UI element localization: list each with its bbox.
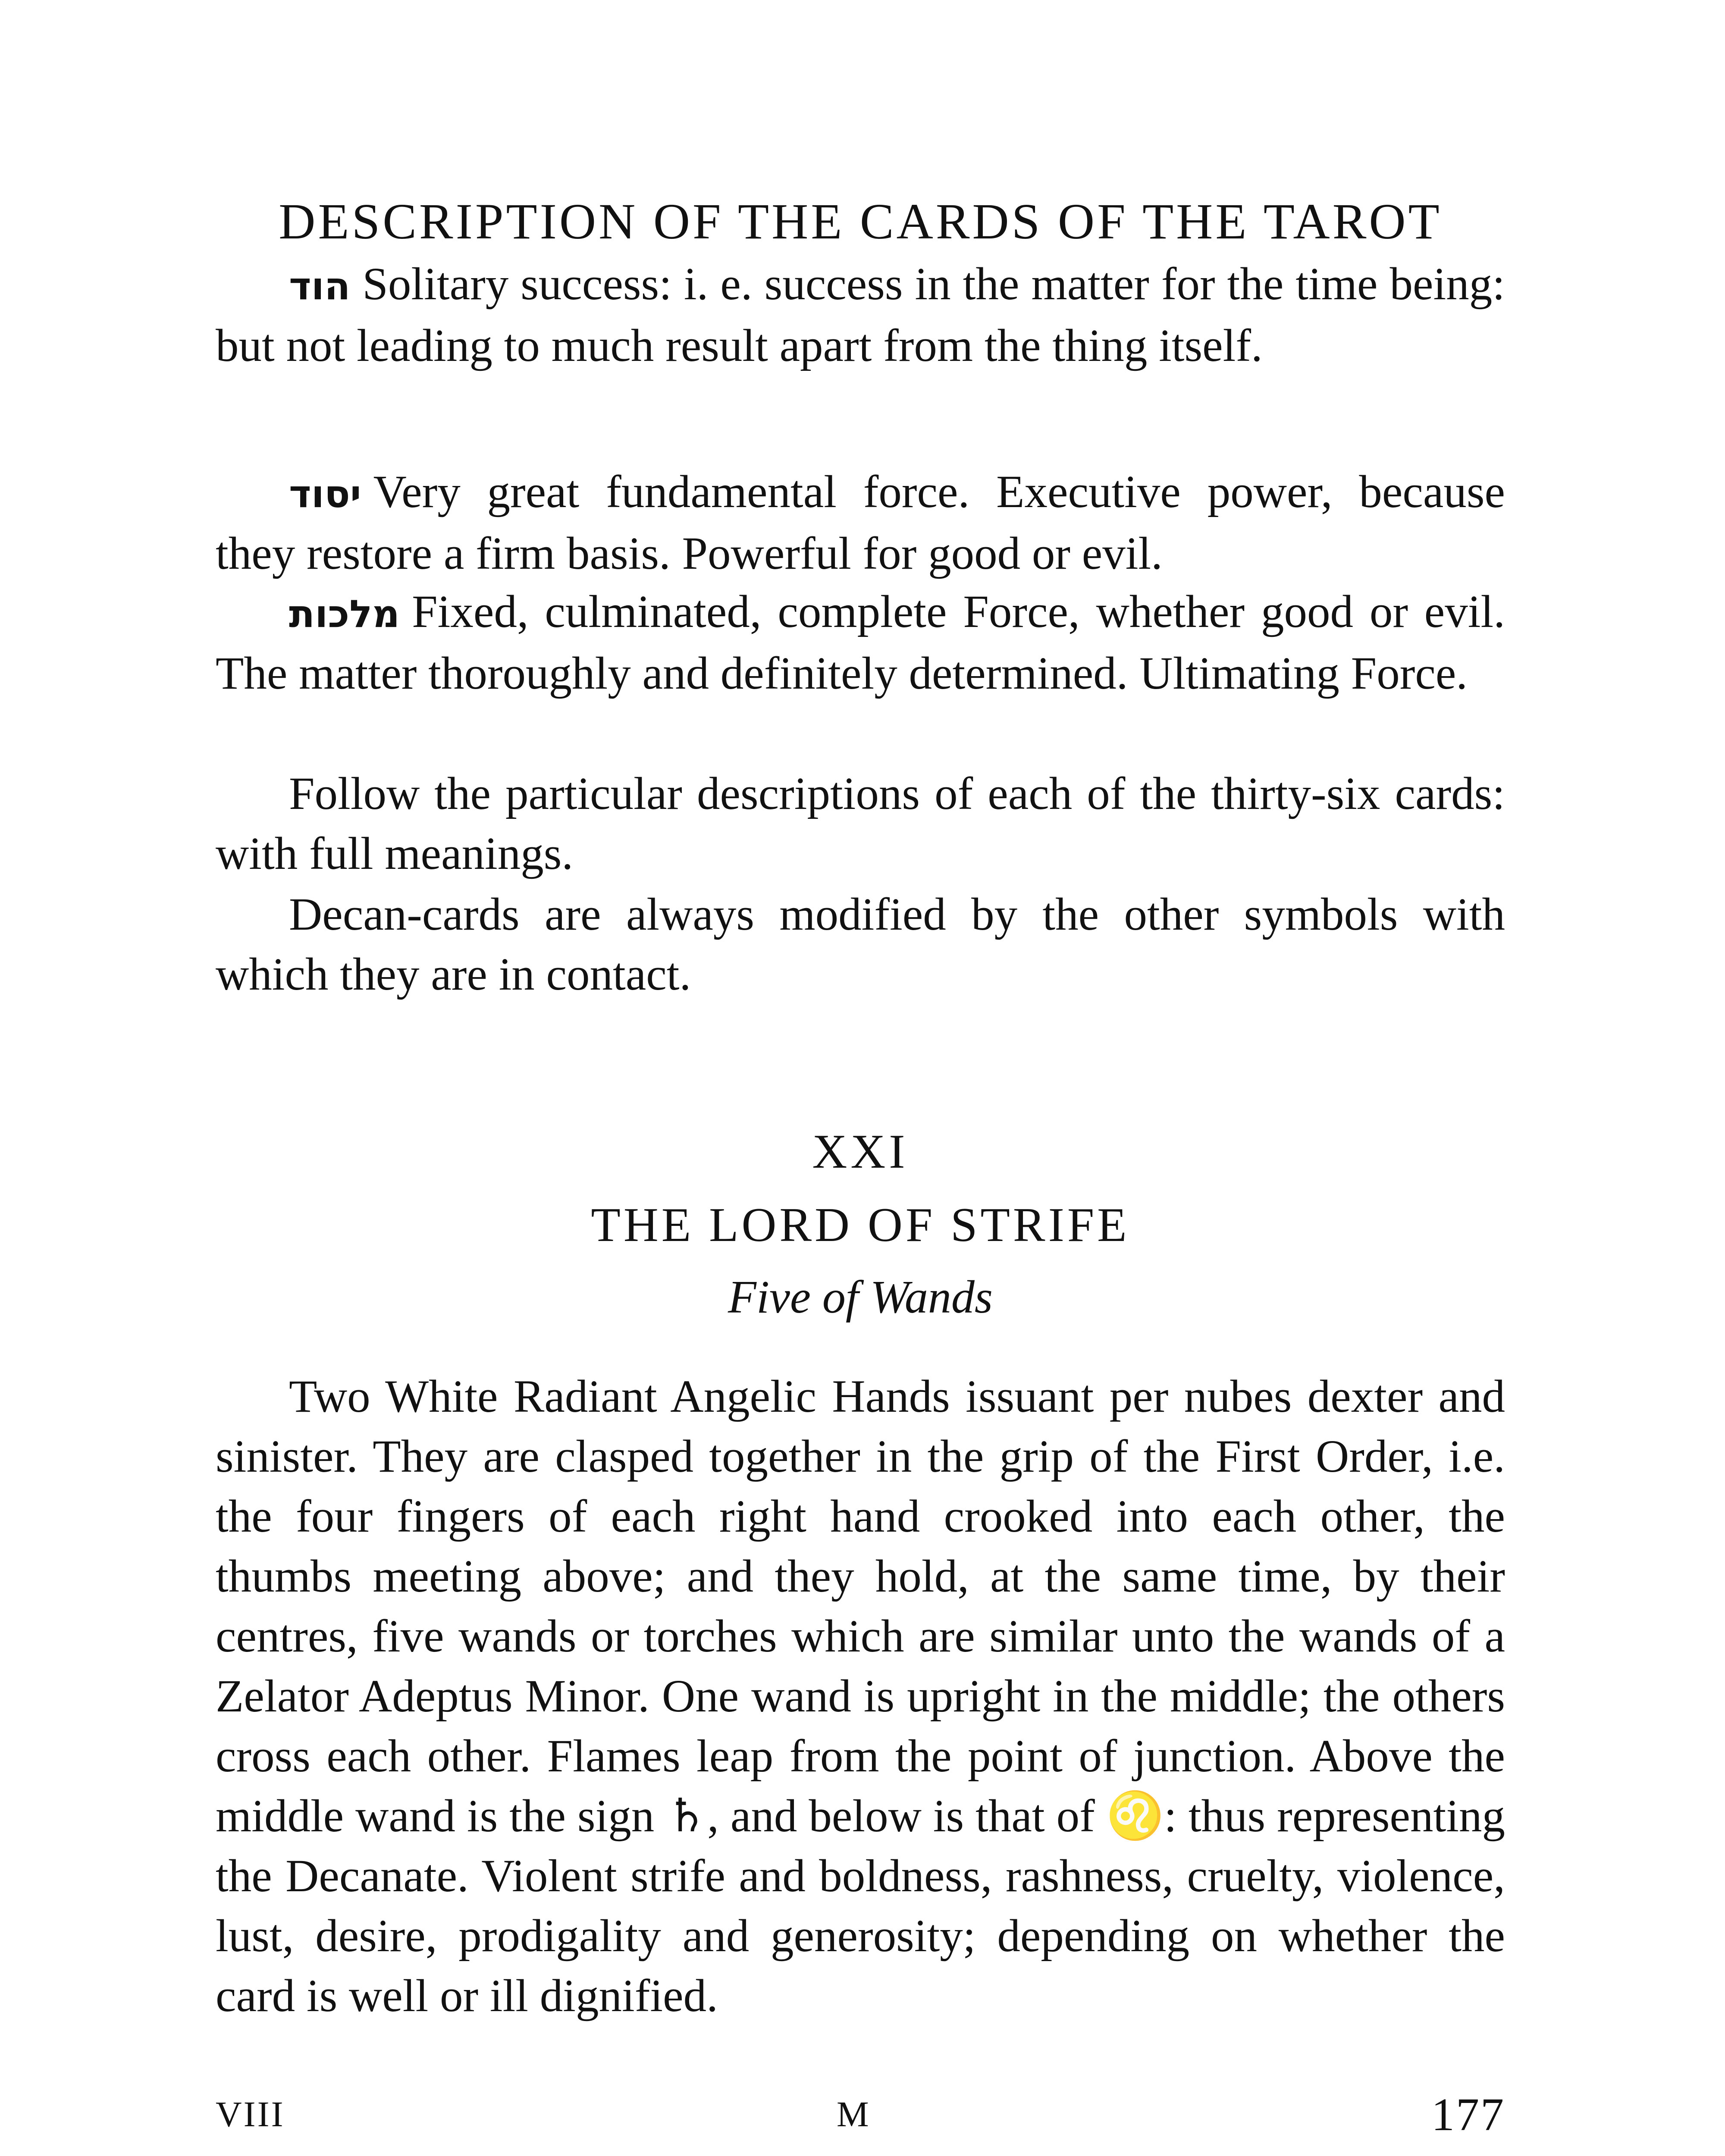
running-head: DESCRIPTION OF THE CARDS OF THE TAROT xyxy=(279,193,1442,250)
entry-yesod-text: Very great fundamental force. Executive power, because they restore a firm basis. Powerful for good or evil. xyxy=(216,467,1505,579)
entry-yesod xyxy=(216,462,1505,584)
card-description: Two White Radiant Angelic Hands issuant per nubes dexter and sinister. They are clasped together in the grip of the First Order, i.e. the four fingers of each right hand crooked into each other, the thumbs meeting above; and they hold, at the same time, by their centres, five wands or torches which are similar unto the wands of a Zelator Adeptus Minor. One wand is upright in the middle; the others cross each other. Flames leap from the point of junction. Above the middle wand is the sign ♄, and below is that of ♌: thus representing the Decanate. Violent strife and boldness, rashness, cruelty, violence, lust, desire, prodigality and generosity; depending on whether the card is well or ill dignified. xyxy=(216,1371,1505,2021)
decan-paragraph: Decan-cards are always modified by the other symbols with which they are in contact. xyxy=(216,889,1505,1000)
hebrew-word-malkuth: מלכות xyxy=(289,592,400,636)
page xyxy=(216,0,1505,2156)
chapter-number: XXI xyxy=(812,1125,909,1178)
hebrew-word-yesod: יסוד xyxy=(289,472,361,516)
entry-malkuth xyxy=(216,582,1505,704)
signature-mark: VIII xyxy=(216,2094,285,2134)
page-number: 177 xyxy=(1431,2089,1505,2140)
follow-paragraph: Follow the particular descriptions of each of the thirty-six cards: with full meanings. xyxy=(216,768,1505,879)
entry-hod-text: Solitary success: i. e. success in the matter for the time being: but not leading to much result apart from the thing itself. xyxy=(216,259,1505,371)
chapter-title: THE LORD OF STRIFE xyxy=(591,1198,1130,1252)
entry-malkuth-text: Fixed, culminated, complete Force, whether good or evil. The matter thoroughly and definitely determined. Ultimating Force. xyxy=(216,586,1505,699)
chapter-subtitle: Five of Wands xyxy=(728,1272,993,1323)
hebrew-word-hod: הוד xyxy=(289,264,351,308)
entry-hod xyxy=(216,254,1505,376)
page-footer xyxy=(216,2089,1505,2145)
signature-letter: M xyxy=(837,2094,869,2134)
